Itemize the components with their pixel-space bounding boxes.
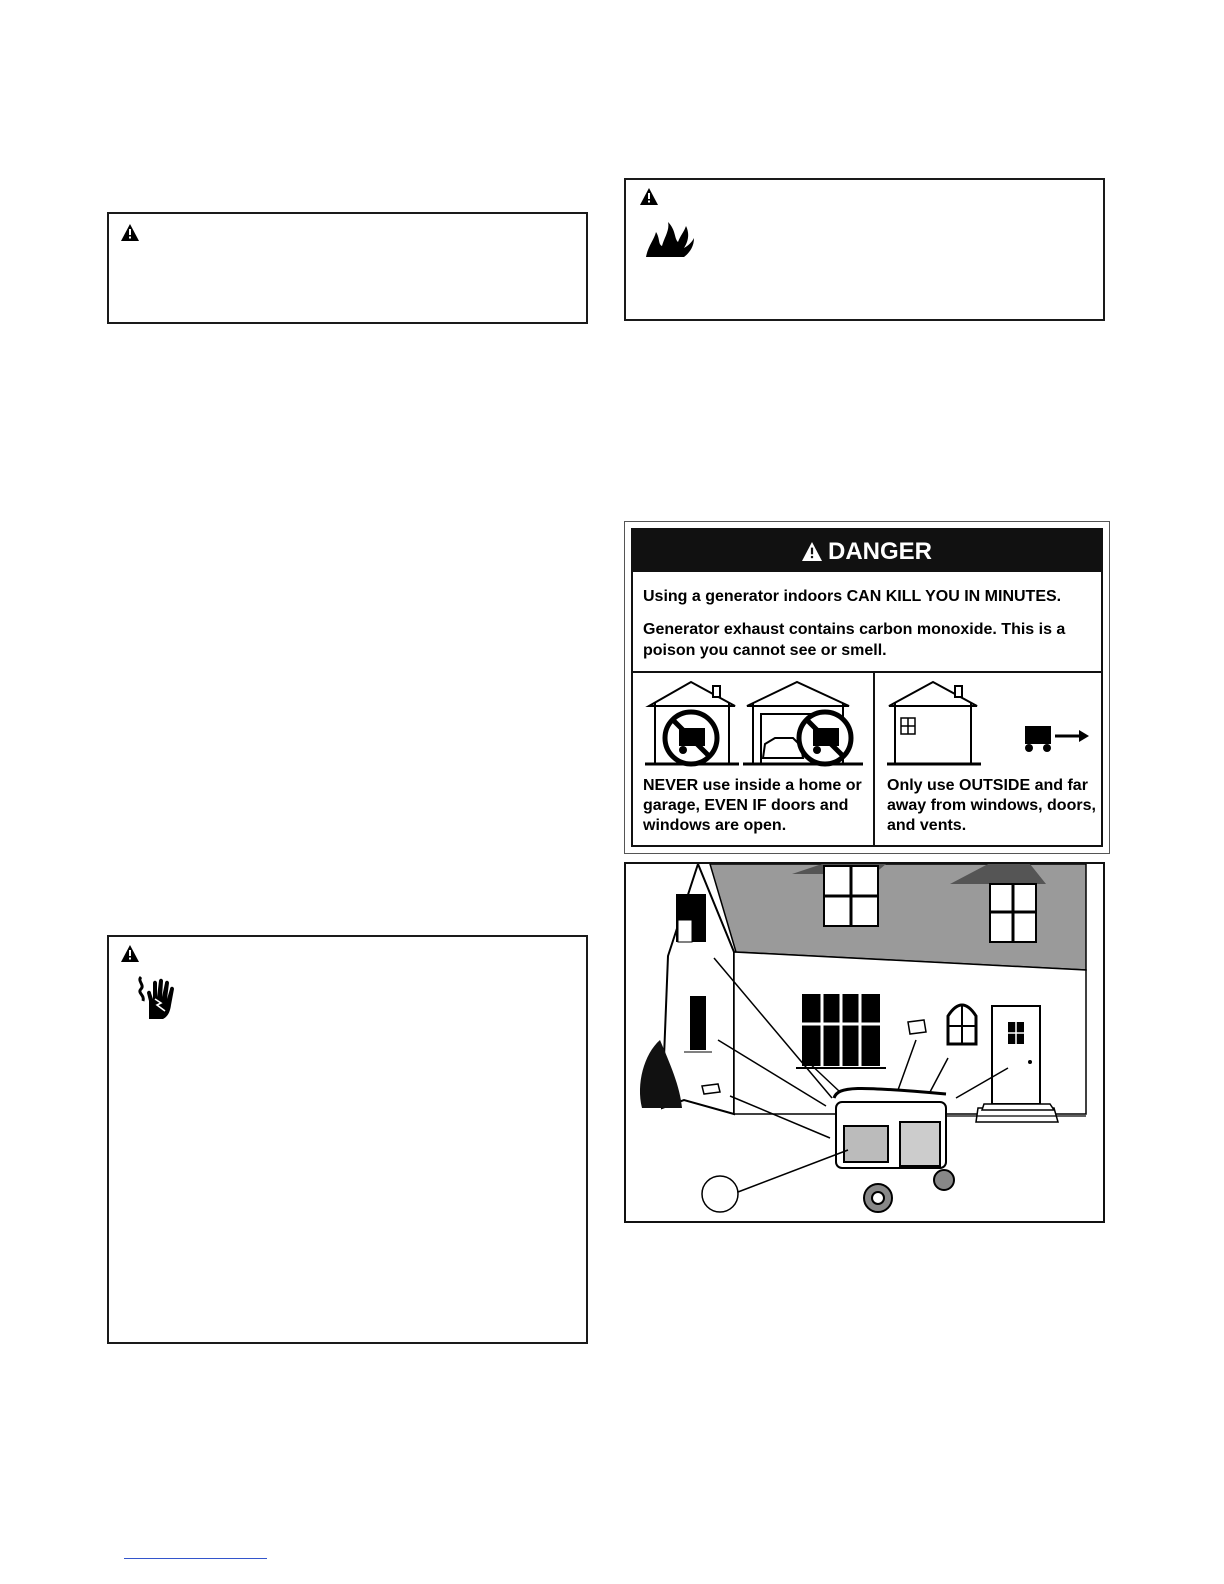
generator-placement-illustration (624, 862, 1105, 1223)
divider (633, 671, 1101, 673)
generator (834, 1088, 954, 1212)
fire-icon (644, 220, 696, 258)
electric-shock-hand-icon (133, 973, 177, 1021)
warning-box-fire (624, 178, 1105, 321)
danger-header-text: DANGER (827, 538, 932, 565)
danger-sign (624, 521, 1110, 854)
danger-line-1: Using a generator indoors CAN KILL YOU IN MINUTES. (643, 588, 1062, 605)
danger-header (633, 530, 1101, 572)
warning-triangle-icon (121, 945, 139, 962)
panel-right-caption: Only use OUTSIDE and far away from windows, doors, and vents. (887, 777, 1096, 834)
generator-outside-icon (885, 678, 1095, 768)
danger-sign-frame (631, 528, 1103, 847)
warning-box-top-left (107, 212, 588, 324)
warning-box-shock (107, 935, 588, 1344)
panel-left-caption: NEVER use inside a home or garage, EVEN IF doors and windows are open. (643, 777, 862, 834)
divider (873, 671, 875, 847)
house-illustration (626, 864, 1103, 1221)
danger-line-2: Generator exhaust contains carbon monoxide. This is a poison you cannot see or smell. (643, 621, 1066, 659)
warning-triangle-icon (121, 224, 139, 241)
footer-link-underline (124, 1558, 267, 1559)
no-generator-indoors-icon (643, 678, 873, 768)
warning-triangle-icon (802, 542, 822, 561)
warning-triangle-icon (640, 188, 658, 205)
